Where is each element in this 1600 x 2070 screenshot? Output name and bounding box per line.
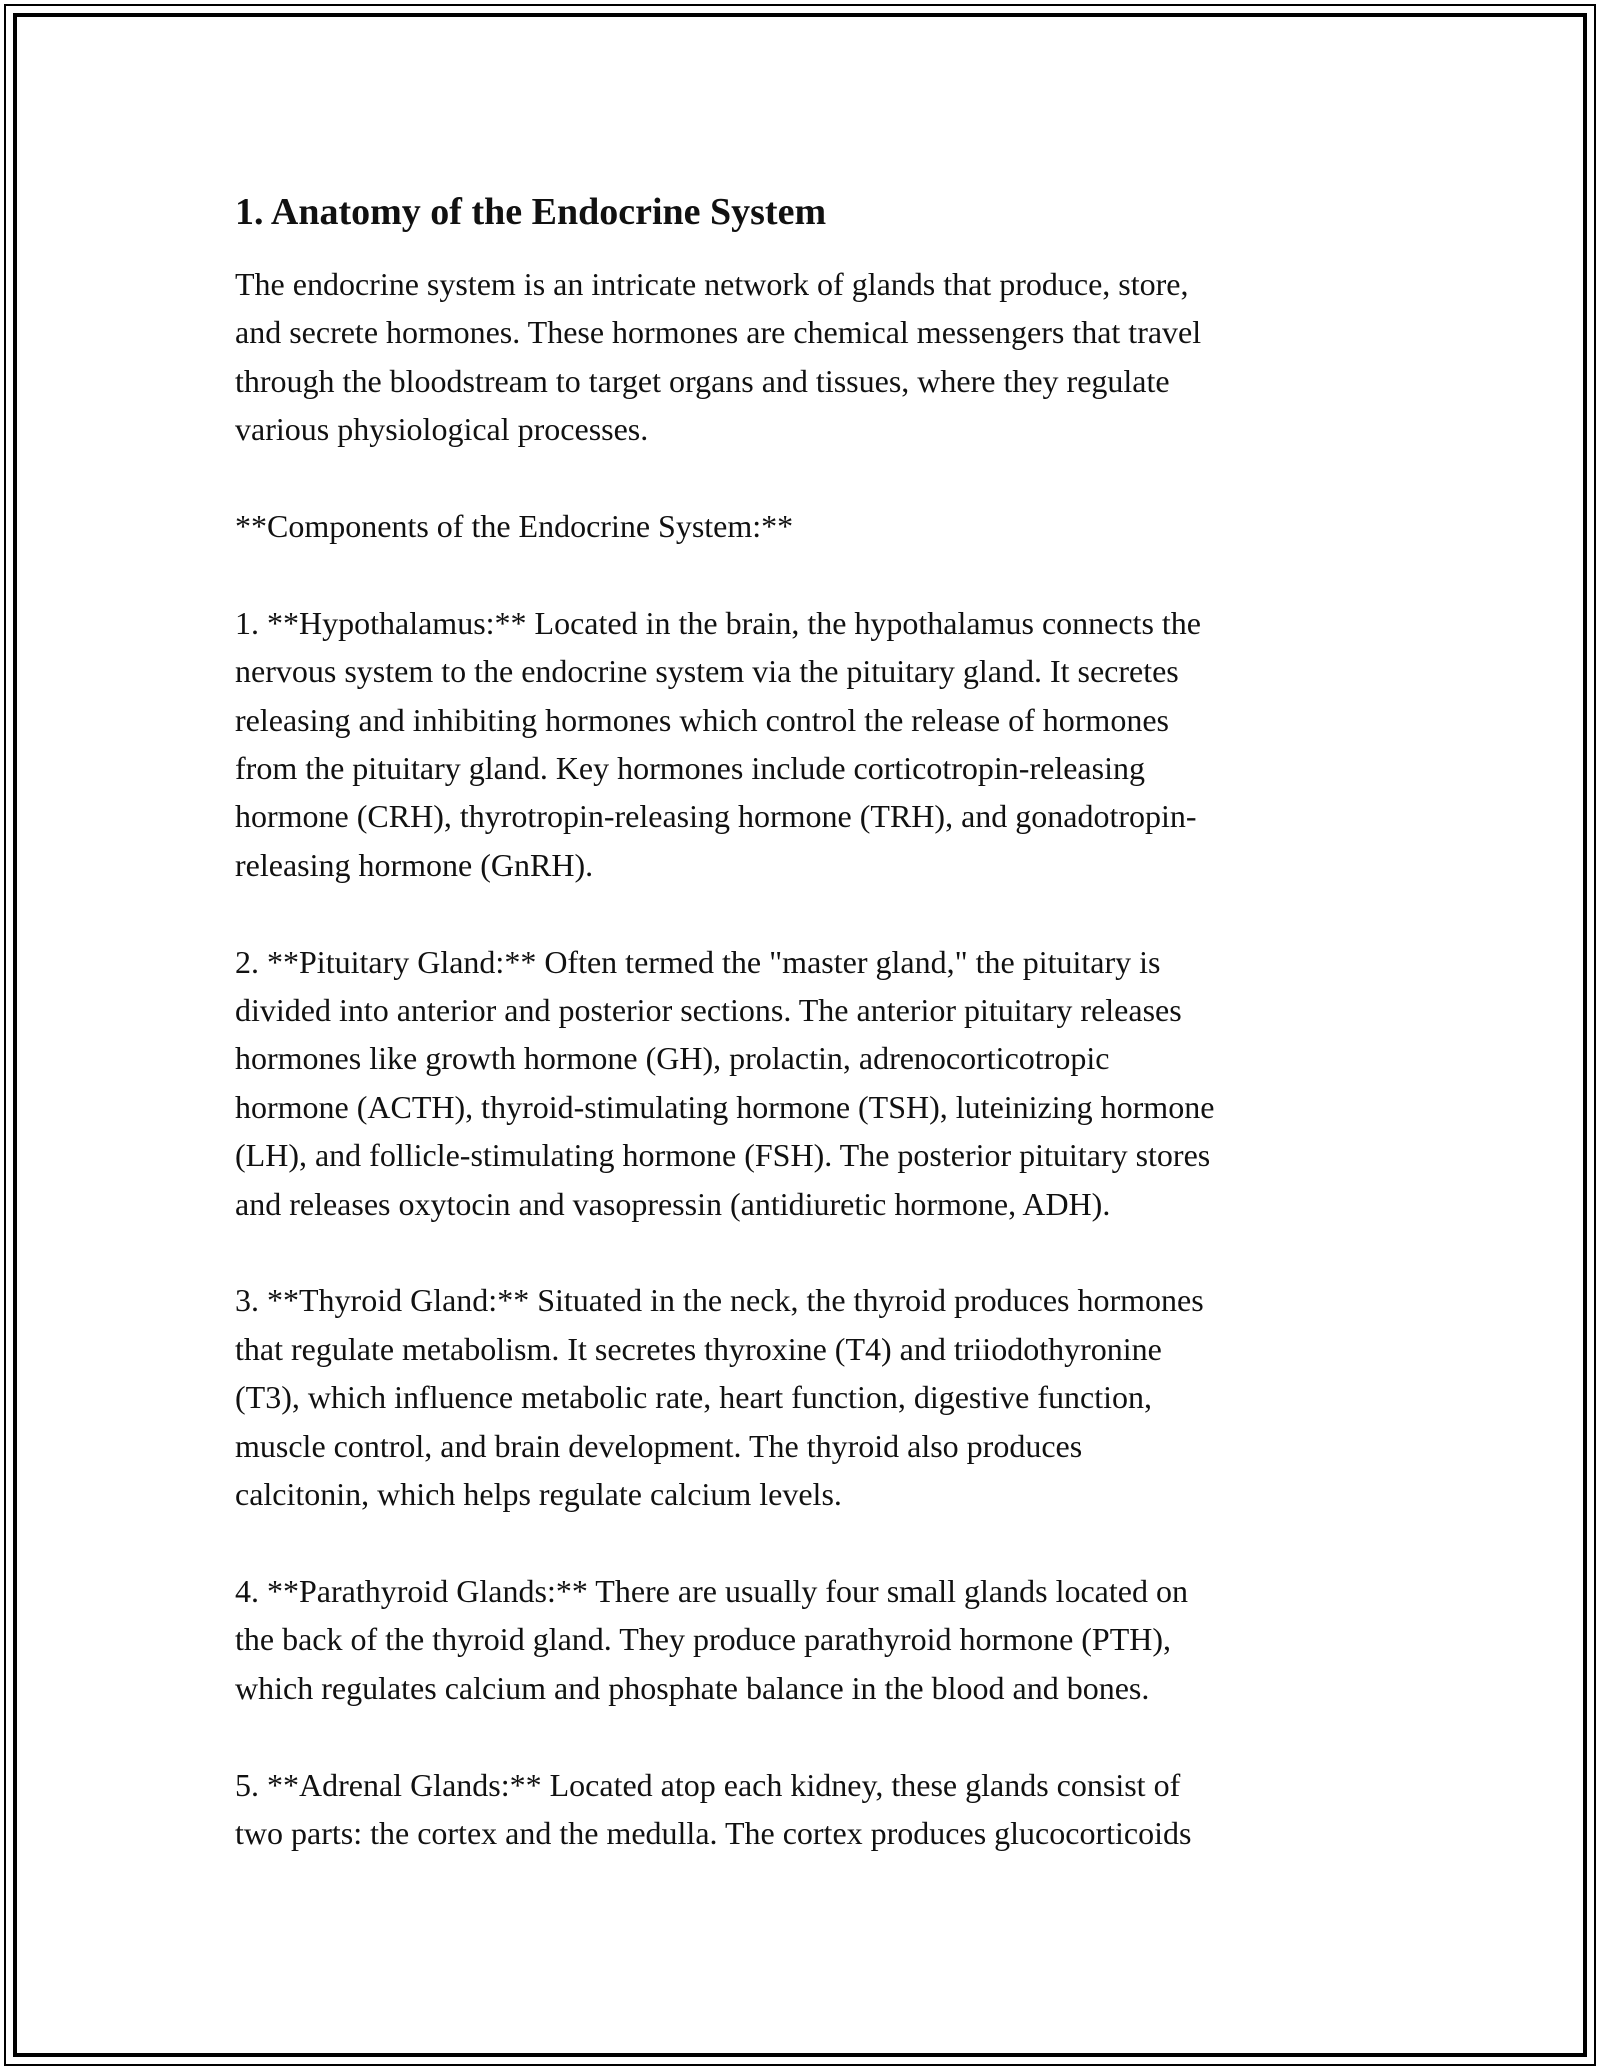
text-line: nervous system to the endocrine system via the pituitary gland. It secretes <box>235 653 1179 690</box>
text-line: hormones like growth hormone (GH), prolactin, adrenocorticotropic <box>235 1040 1110 1077</box>
parathyroid-paragraph <box>235 1567 1365 1712</box>
text-line: two parts: the cortex and the medulla. The cortex produces glucocorticoids <box>235 1814 1192 1851</box>
text-line: 2. **Pituitary Gland:** Often termed the "master gland," the pituitary is <box>235 943 1161 980</box>
text-line: (T3), which influence metabolic rate, heart function, digestive function, <box>235 1379 1152 1416</box>
text-line: and releases oxytocin and vasopressin (antidiuretic hormone, ADH). <box>235 1185 1111 1222</box>
text-line: divided into anterior and posterior sections. The anterior pituitary releases <box>235 992 1182 1029</box>
text-line: hormone (CRH), thyrotropin-releasing hormone (TRH), and gonadotropin- <box>235 798 1197 835</box>
text-line: various physiological processes. <box>235 411 649 448</box>
text-line: The endocrine system is an intricate network of glands that produce, store, <box>235 266 1189 302</box>
text-line: calcitonin, which helps regulate calcium levels. <box>235 1476 842 1513</box>
text-line: 4. **Parathyroid Glands:** There are usually four small glands located on <box>235 1572 1188 1609</box>
text-line: 1. **Hypothalamus:** Located in the brain, the hypothalamus connects the <box>235 604 1201 641</box>
components-heading-paragraph <box>235 502 1365 550</box>
text-line: which regulates calcium and phosphate balance in the blood and bones. <box>235 1669 1150 1706</box>
page-title: 1. Anatomy of the Endocrine System <box>235 191 827 233</box>
text-line: releasing hormone (GnRH). <box>235 846 594 883</box>
text-line: that regulate metabolism. It secretes thyroxine (T4) and triiodothyronine <box>235 1330 1162 1367</box>
text-line: 5. **Adrenal Glands:** Located atop each kidney, these glands consist of <box>235 1766 1181 1803</box>
hypothalamus-paragraph <box>235 599 1365 889</box>
thyroid-paragraph <box>235 1276 1365 1518</box>
text-line: **Components of the Endocrine System:** <box>235 508 794 545</box>
text-line: and secrete hormones. These hormones are chemical messengers that travel <box>235 314 1202 351</box>
page-content <box>235 186 1365 1906</box>
text-line: releasing and inhibiting hormones which control the release of hormones <box>235 701 1169 738</box>
text-line: (LH), and follicle-stimulating hormone (FSH). The posterior pituitary stores <box>235 1137 1211 1174</box>
adrenal-paragraph <box>235 1761 1365 1858</box>
pituitary-paragraph <box>235 938 1365 1228</box>
intro-paragraph <box>235 260 1365 454</box>
text-line: from the pituitary gland. Key hormones include corticotropin-releasing <box>235 750 1145 787</box>
text-line: through the bloodstream to target organs and tissues, where they regulate <box>235 362 1170 399</box>
text-line: muscle control, and brain development. The thyroid also produces <box>235 1427 1083 1464</box>
text-line: 3. **Thyroid Gland:** Situated in the neck, the thyroid produces hormones <box>235 1282 1204 1319</box>
text-line: hormone (ACTH), thyroid-stimulating hormone (TSH), luteinizing hormone <box>235 1088 1215 1125</box>
text-line: the back of the thyroid gland. They produce parathyroid hormone (PTH), <box>235 1621 1172 1658</box>
